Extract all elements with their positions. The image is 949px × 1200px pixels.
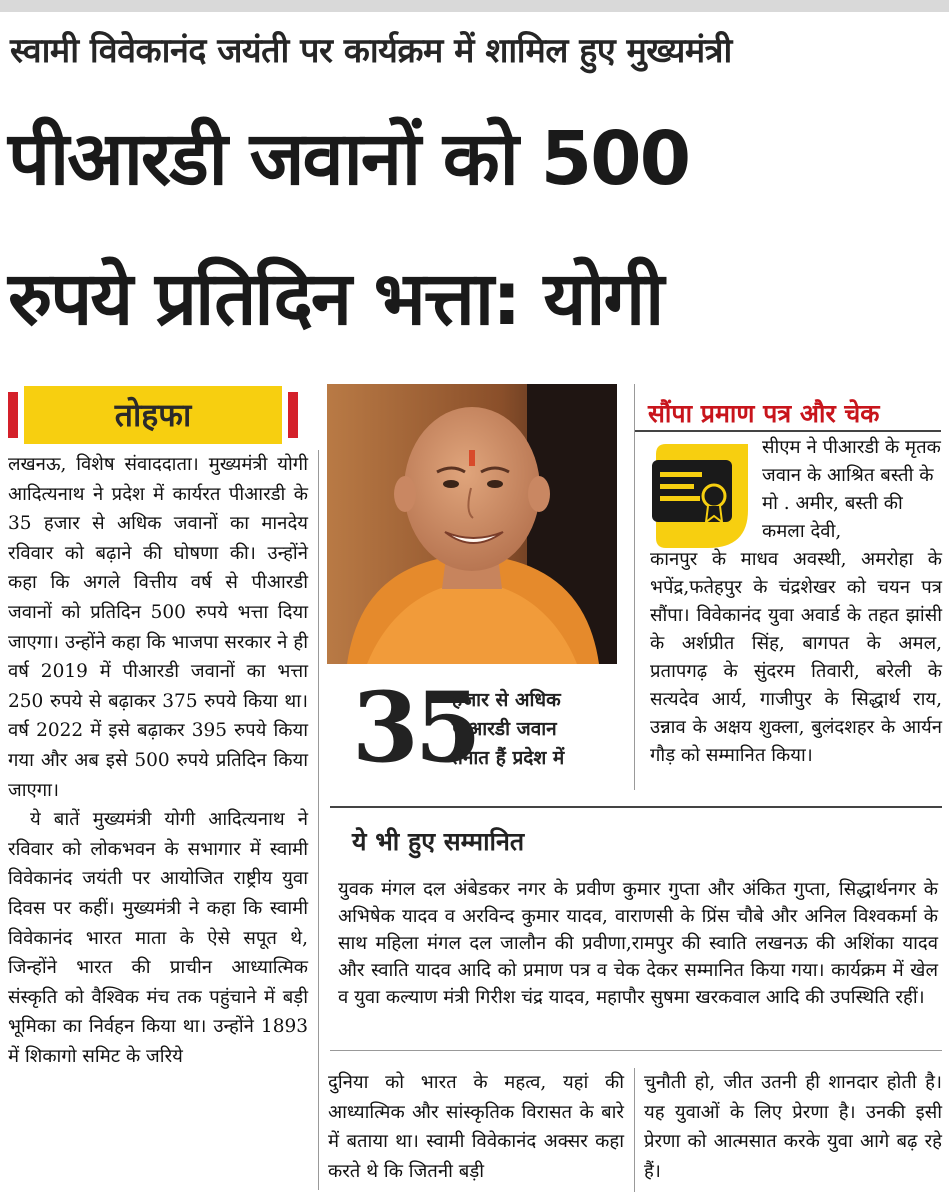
- stat-line-3: तैनात हैं प्रदेश में: [452, 747, 565, 769]
- honours-text: युवक मंगल दल अंबेडकर नगर के प्रवीण कुमार गुप्ता और अंकित गुप्ता, सिद्धार्थनगर के अभिषेक यादव व अरविन्द कुमार यादव, वाराणसी के प्रिंस चौबे और अनिल विश्वकर्मा के साथ महिला मंगल दल जालौन की प्रवीणा,रामपुर की स्वाति लखनऊ की अशिंका यादव और स्वाति यादव आदि को प्रमाण पत्र व चेक देकर सम्मानित किया गया। कार्यक्रम में खेल व युवा कल्याण मंत्री गिरीश चंद्र यादव, महापौर सुषमा खरकवाल आदि की उपस्थिति रहीं।: [338, 879, 938, 1008]
- portrait-photo: [327, 384, 617, 664]
- portrait-illustration: [327, 384, 617, 664]
- sidebar-divider: [634, 384, 635, 790]
- article-column-2: दुनिया को भारत के महत्व, यहां की आध्यात्मिक और सांस्कृतिक विरासत के बारे में बताया था। स्वामी विवेकानंद अक्सर कहा करते थे कि जितनी बड़ी: [328, 1072, 624, 1182]
- stat-line-2: पीआरडी जवान: [452, 718, 557, 740]
- main-headline-line-1: पीआरडी जवानों को 500: [8, 116, 690, 202]
- article-column-3: चुनौती हो, जीत उतनी ही शानदार होती है। यह युवाओं के लिए प्रेरणा है। उनकी इसी प्रेरणा को आत्मसात करके युवा आगे बढ़ रहे हैं।: [644, 1072, 942, 1182]
- kicker-headline: स्वामी विवेकानंद जयंती पर कार्यक्रम में शामिल हुए मुख्यमंत्री: [10, 31, 732, 71]
- column-divider: [318, 450, 319, 1190]
- stat-caption: [452, 686, 612, 773]
- article-paragraph-2: ये बातें मुख्यमंत्री योगी आदित्यनाथ ने रविवार को लोकभवन के सभागार में स्वामी विवेकानंद जयंती पर आयोजित राष्ट्रीय युवा दिवस पर कहीं। मुख्यमंत्री ने कहा कि स्वामी विवेकानंद भारत माता के ऐसे सपूत थे, जिन्होंने भारत की प्राचीन आध्यात्मिक संस्कृति को वैश्विक मंच तक पहुंचाने में बड़ी भूमिका का निर्वहन किया था। उन्होंने 1893 में शिकागो समिट के जरिये: [8, 809, 308, 1067]
- sidebar-rule: [635, 430, 941, 432]
- stat-number: 35: [352, 671, 478, 784]
- honours-heading: ये भी हुए सम्मानित: [352, 827, 525, 856]
- article-column-1: [8, 450, 308, 1071]
- honours-bottom-rule: [330, 1050, 942, 1051]
- honours-top-rule: [330, 806, 942, 808]
- article-paragraph-1: [8, 450, 308, 805]
- sidebar-heading: सौंपा प्रमाण पत्र और चेक: [648, 399, 880, 428]
- paragraph-1-text: मुख्यमंत्री योगी आदित्यनाथ ने प्रदेश में कार्यरत पीआरडी के 35 हजार से अधिक जवानों का मानदेय रविवार को बढ़ाने की घोषणा की। उन्होंने कहा कि अगले वित्तीय वर्ष से पीआरडी जवानों को प्रतिदिन 500 रुपये भत्ता दिया जाएगा। उन्होंने कहा कि भाजपा सरकार ने ही वर्ष 2019 में पीआरडी जवानों का भत्ता 250 रुपये से बढ़ाकर 375 रुपये किया था। वर्ष 2022 में इसे बढ़ाकर 395 रुपये किया गया और अब इसे 500 रुपये प्रतिदिन किया जाएगा।: [8, 454, 308, 801]
- dateline: लखनऊ, विशेष संवाददाता।: [8, 454, 199, 475]
- tag-label: तोहफा: [24, 386, 282, 444]
- sidebar-text-bottom: कानपुर के माधव अवस्थी, अमरोहा के भपेंद्र,फतेहपुर के चंद्रशेखर को चयन पत्र सौंपा। विवेकानंद युवा अवार्ड के तहत झांसी के अर्शप्रीत सिंह, बागपत के अमल, प्रतापगढ़ के सुंदरम तिवारी, बरेली के सत्यदेव आर्य, गाजीपुर के सिद्धार्थ राय, उन्नाव के अक्षय शुक्ला, बुलंदशहर के आर्यन गौड़ को सम्मानित किया।: [650, 549, 942, 766]
- main-headline-line-2: रुपये प्रतिदिन भत्ता: योगी: [8, 256, 663, 342]
- stat-line-1: हजार से अधिक: [452, 689, 561, 711]
- tag-bar-left: [8, 392, 18, 438]
- column-divider-2: [634, 1068, 635, 1192]
- tag-bar-right: [288, 392, 298, 438]
- top-strip: [0, 0, 949, 12]
- section-tag: [8, 386, 298, 444]
- certificate-icon: [648, 440, 756, 552]
- sidebar-text-top: सीएम ने पीआरडी के मृतक जवान के आश्रित बस्ती के मो . अमीर, बस्ती की कमला देवी,: [762, 437, 941, 542]
